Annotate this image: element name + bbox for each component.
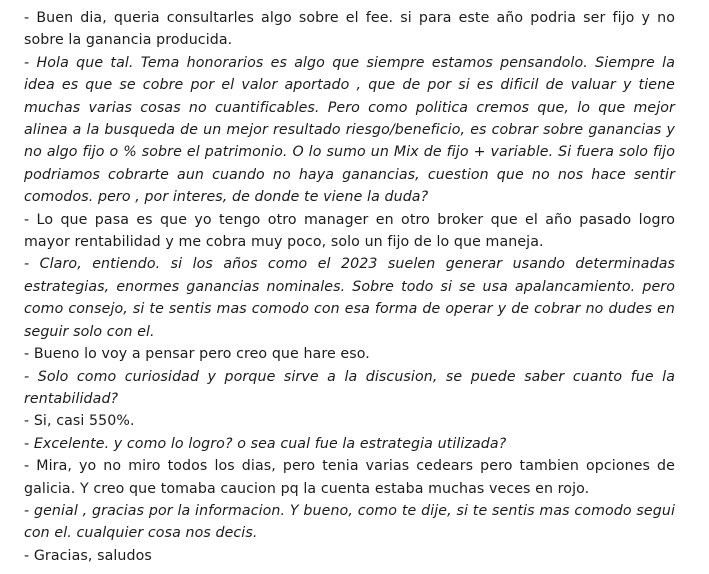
conversation-document xyxy=(24,7,675,567)
client-message: - Buen dia, queria consultarles algo sobre el fee. si para este año podria ser fijo y no sobre la ganancia producida. xyxy=(24,10,675,49)
client-message: - Si, casi 550%. xyxy=(24,413,135,430)
advisor-message: - Excelente. y como lo logro? o sea cual fue la estrategia utilizada? xyxy=(24,435,507,452)
client-message: - Mira, yo no miro todos los dias, pero tenia varias cedears pero tambien opciones de galicia. Y creo que tomaba caucion pq la cuenta estaba muchas veces en rojo. xyxy=(24,458,675,497)
advisor-message: - Claro, entiendo. si los años como el 2023 suelen generar usando determinadas estrategias, enormes ganancias nominales. Sobre todo si se usa apalancamiento. pero como consejo, si te sentis mas comodo con esa forma de operar y de cobrar no dudes en seguir solo con el. xyxy=(24,256,675,340)
advisor-message: - genial , gracias por la informacion. Y bueno, como te dije, si te sentis mas comodo segui con el. cualquier cosa nos decis. xyxy=(24,502,675,542)
advisor-message: - Hola que tal. Tema honorarios es algo que siempre estamos pensandolo. Siempre la idea es que se cobre por el valor aportado , que de por si es dificil de valuar y tiene muchas varias cosas no cuantificables. Pero como politica cremos que, lo que mejor alinea a la busqueda de un mejor resultado riesgo/beneficio, es cobrar sobre ganancias y no algo fijo o % sobre el patrimonio. O lo sumo un Mix de fijo + variable. Si fuera solo fijo podriamos cobrarte aun cuando no haya ganancias, cuestion que no nos hace sentir comodos. pero , por interes, de donde te viene la duda? xyxy=(24,54,675,206)
client-message: - Bueno lo voy a pensar pero creo que hare eso. xyxy=(24,346,370,363)
client-message: - Gracias, saludos xyxy=(24,547,152,564)
advisor-message: - Solo como curiosidad y porque sirve a la discusion, se puede saber cuanto fue la rentabilidad? xyxy=(24,368,675,407)
client-message: - Lo que pasa es que yo tengo otro manager en otro broker que el año pasado logro mayor rentabilidad y me cobra muy poco, solo un fijo de lo que maneja. xyxy=(24,211,675,251)
